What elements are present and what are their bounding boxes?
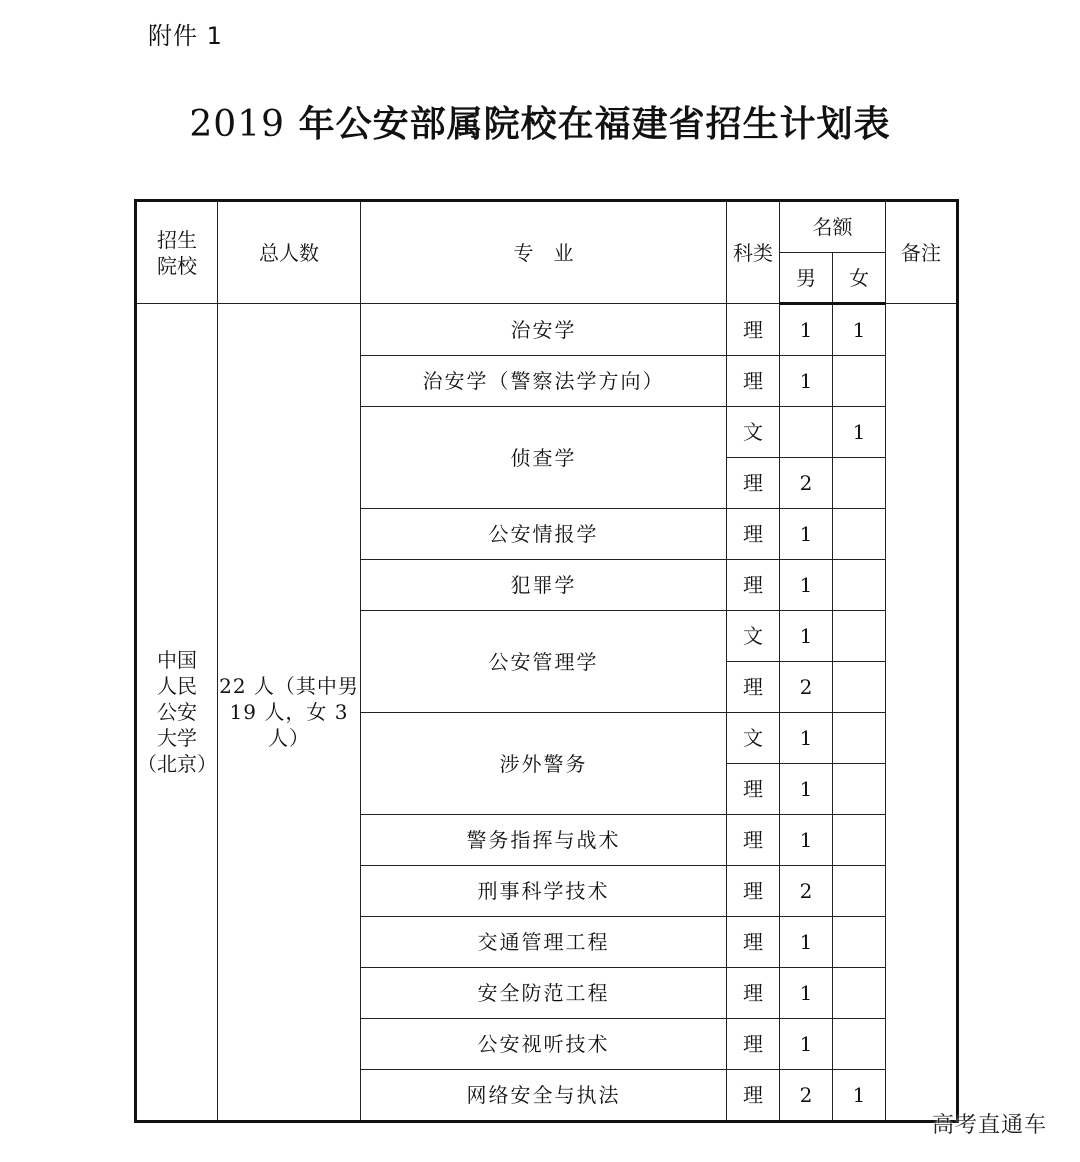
female-count-cell xyxy=(833,1019,886,1070)
category-cell: 理 xyxy=(727,356,780,407)
category-cell: 理 xyxy=(727,1019,780,1070)
male-count-cell: 1 xyxy=(780,1019,833,1070)
female-count-cell xyxy=(833,509,886,560)
category-cell: 理 xyxy=(727,968,780,1019)
major-cell: 警务指挥与战术 xyxy=(361,815,727,866)
male-count-cell: 1 xyxy=(780,917,833,968)
female-count-cell xyxy=(833,662,886,713)
total-people-cell xyxy=(218,304,361,1122)
header-school-line2: 院校 xyxy=(157,253,197,278)
male-count-cell: 1 xyxy=(780,509,833,560)
category-cell: 理 xyxy=(727,764,780,815)
female-count-cell xyxy=(833,356,886,407)
category-cell: 理 xyxy=(727,304,780,356)
major-cell: 公安管理学 xyxy=(361,611,727,713)
female-count-cell xyxy=(833,713,886,764)
header-remark: 备注 xyxy=(886,201,958,304)
category-cell: 理 xyxy=(727,458,780,509)
school-line2: 人民 xyxy=(157,674,197,698)
category-cell: 理 xyxy=(727,662,780,713)
male-count-cell: 1 xyxy=(780,713,833,764)
male-count-cell: 2 xyxy=(780,866,833,917)
watermark-text: 高考直通车 xyxy=(932,1113,1048,1138)
female-count-cell xyxy=(833,815,886,866)
female-count-cell: 1 xyxy=(833,407,886,458)
category-cell: 文 xyxy=(727,713,780,764)
total-line2: 19 人，女 3 人） xyxy=(229,700,349,750)
female-count-cell: 1 xyxy=(833,1070,886,1122)
male-count-cell: 1 xyxy=(780,968,833,1019)
male-count-cell: 1 xyxy=(780,304,833,356)
major-cell: 交通管理工程 xyxy=(361,917,727,968)
header-male: 男 xyxy=(780,253,833,304)
school-line3: 公安 xyxy=(157,700,197,724)
major-cell: 公安情报学 xyxy=(361,509,727,560)
header-school-cell xyxy=(136,201,218,304)
major-cell: 侦查学 xyxy=(361,407,727,509)
school-cell xyxy=(136,304,218,1122)
category-cell: 理 xyxy=(727,509,780,560)
male-count-cell: 1 xyxy=(780,815,833,866)
major-cell: 犯罪学 xyxy=(361,560,727,611)
male-count-cell: 2 xyxy=(780,458,833,509)
male-count-cell: 1 xyxy=(780,560,833,611)
page-title xyxy=(0,96,1080,147)
female-count-cell xyxy=(833,458,886,509)
major-cell: 治安学 xyxy=(361,304,727,356)
category-cell: 理 xyxy=(727,866,780,917)
female-count-cell xyxy=(833,611,886,662)
header-female: 女 xyxy=(833,253,886,304)
header-major: 专 业 xyxy=(361,201,727,304)
header-category: 科类 xyxy=(727,201,780,304)
female-count-cell: 1 xyxy=(833,304,886,356)
female-count-cell xyxy=(833,560,886,611)
header-school-line1: 招生 xyxy=(157,227,197,252)
male-count-cell: 1 xyxy=(780,611,833,662)
total-line1: 22 人（其中男 xyxy=(219,674,359,698)
school-line1: 中国 xyxy=(157,648,197,672)
female-count-cell xyxy=(833,917,886,968)
enrollment-plan-table xyxy=(134,199,959,1123)
category-cell: 理 xyxy=(727,917,780,968)
header-total: 总人数 xyxy=(218,201,361,304)
male-count-cell xyxy=(780,407,833,458)
school-line4: 大学 xyxy=(157,726,197,750)
male-count-cell: 1 xyxy=(780,356,833,407)
category-cell: 文 xyxy=(727,407,780,458)
female-count-cell xyxy=(833,866,886,917)
female-count-cell xyxy=(833,764,886,815)
school-line5: （北京） xyxy=(137,752,217,776)
category-cell: 理 xyxy=(727,1070,780,1122)
title-text: 年公安部属院校在福建省招生计划表 xyxy=(285,103,891,145)
male-count-cell: 1 xyxy=(780,764,833,815)
category-cell: 理 xyxy=(727,560,780,611)
female-count-cell xyxy=(833,968,886,1019)
major-cell: 刑事科学技术 xyxy=(361,866,727,917)
table-row xyxy=(136,304,958,356)
category-cell: 理 xyxy=(727,815,780,866)
major-cell: 治安学（警察法学方向） xyxy=(361,356,727,407)
major-cell: 安全防范工程 xyxy=(361,968,727,1019)
male-count-cell: 2 xyxy=(780,662,833,713)
major-cell: 涉外警务 xyxy=(361,713,727,815)
header-quota: 名额 xyxy=(780,201,886,253)
male-count-cell: 2 xyxy=(780,1070,833,1122)
major-cell: 公安视听技术 xyxy=(361,1019,727,1070)
remark-cell xyxy=(886,304,958,1122)
header-row-1 xyxy=(136,201,958,253)
attachment-label: 附件 1 xyxy=(148,22,223,50)
major-cell: 网络安全与执法 xyxy=(361,1070,727,1122)
title-year: 2019 xyxy=(189,104,286,145)
category-cell: 文 xyxy=(727,611,780,662)
